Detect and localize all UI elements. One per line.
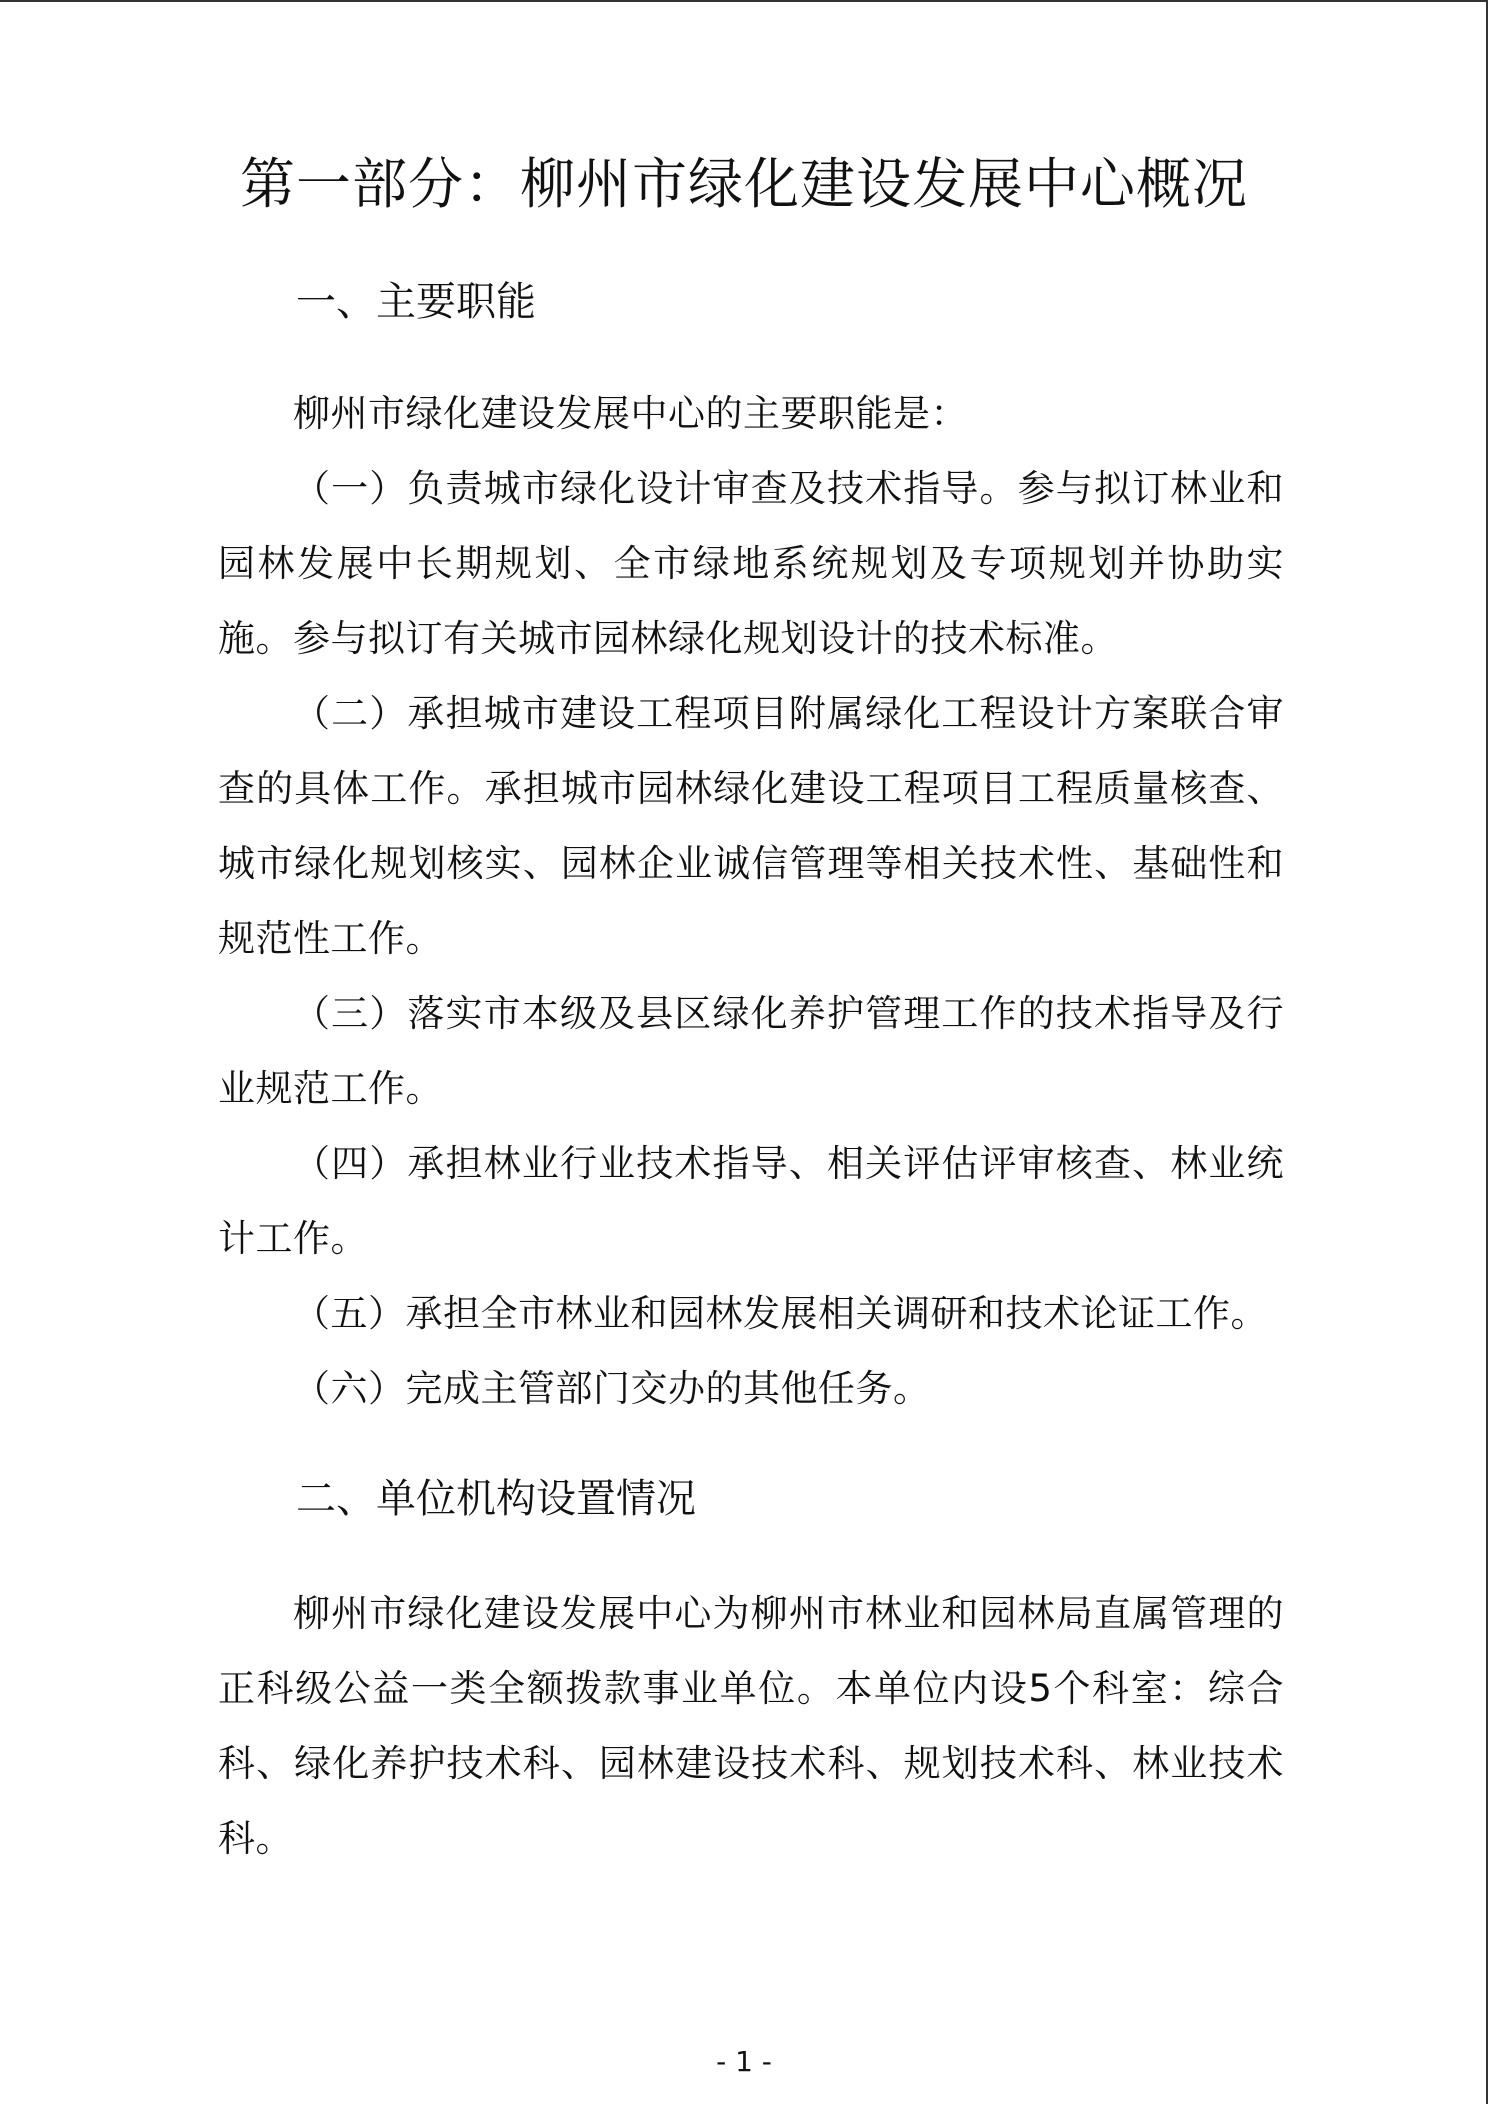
- organization-body: 柳州市绿化建设发展中心为柳州市林业和园林局直属管理的正科级公益一类全额拨款事业单位。本单位内设5个科室：综合科、绿化养护技术科、园林建设技术科、规划技术科、林业技术科。: [218, 1592, 1284, 1860]
- section-heading-organization: 二、单位机构设置情况: [296, 1476, 696, 1522]
- functions-intro: 柳州市绿化建设发展中心的主要职能是：: [293, 392, 968, 435]
- function-item-1: （一）负责城市绿化设计审查及技术指导。参与拟订林业和园林发展中长期规划、全市绿地系统规划及专项规划并协助实施。参与拟订有关城市园林绿化规划设计的技术标准。: [218, 467, 1284, 660]
- function-item-2: （二）承担城市建设工程项目附属绿化工程设计方案联合审查的具体工作。承担城市园林绿化建设工程项目工程质量核查、城市绿化规划核实、园林企业诚信管理等相关技术性、基础性和规范性工作。: [218, 692, 1284, 960]
- function-item-6: （六）完成主管部门交办的其他任务。: [293, 1367, 931, 1410]
- section-heading-main-functions: 一、主要职能: [296, 279, 536, 325]
- function-item-4: （四）承担林业行业技术指导、相关评估评审核查、林业统计工作。: [218, 1142, 1284, 1260]
- function-item-3: （三）落实市本级及县区绿化养护管理工作的技术指导及行业规范工作。: [218, 992, 1284, 1110]
- page-title: 第一部分：柳州市绿化建设发展中心概况: [239, 152, 1248, 216]
- page-number: - 1 -: [716, 2045, 772, 2078]
- function-item-5: （五）承担全市林业和园林发展相关调研和技术论证工作。: [293, 1292, 1268, 1335]
